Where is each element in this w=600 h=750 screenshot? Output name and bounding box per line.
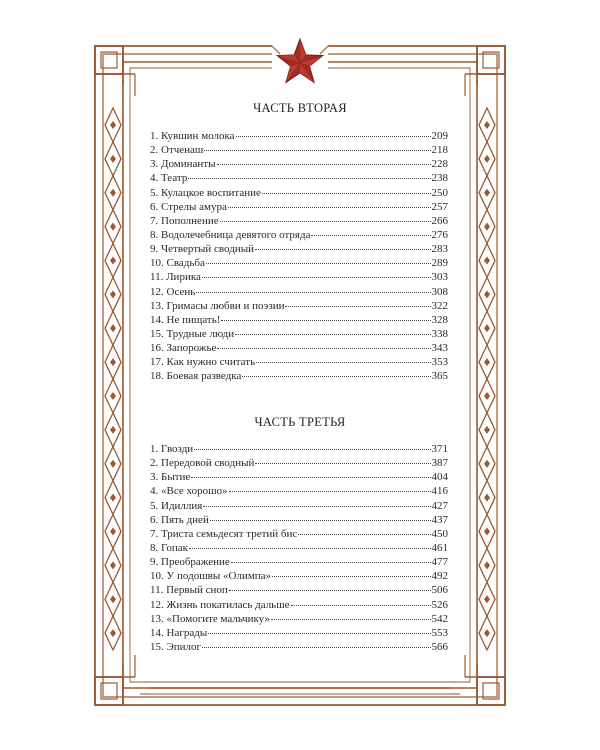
toc-entry-title: 7. Пополнение	[150, 214, 219, 227]
dot-leader	[298, 533, 430, 535]
toc-entry-page: 553	[431, 626, 448, 639]
dot-leader	[242, 375, 430, 377]
toc-entry-page: 209	[431, 130, 448, 142]
part-two-contents-list	[150, 129, 448, 384]
toc-entry	[150, 129, 448, 143]
toc-entry	[150, 569, 448, 583]
dot-leader	[202, 646, 430, 648]
dot-leader	[255, 248, 431, 250]
diamond-dot	[484, 561, 490, 569]
toc-entry-page: 322	[431, 299, 448, 312]
dot-leader	[255, 462, 430, 464]
toc-entry-page: 257	[431, 200, 448, 213]
diamond-dot	[484, 121, 490, 129]
dot-leader	[204, 149, 430, 151]
diamond-dot	[110, 561, 116, 569]
dot-leader	[191, 476, 430, 478]
diamond-dot	[110, 189, 116, 197]
toc-entry-title: 13. «Помогите мальчику»	[150, 612, 270, 625]
toc-entry	[150, 527, 448, 541]
toc-entry-title: 1. Кувшин молока	[150, 130, 235, 142]
diamond-dot	[110, 223, 116, 231]
toc-entry	[150, 143, 448, 157]
dot-leader	[203, 505, 430, 507]
toc-entry-page: 387	[431, 457, 448, 470]
diamond-dot	[110, 324, 116, 332]
part-three-title: ЧАСТЬ ТРЕТЬЯ	[254, 415, 346, 429]
toc-entry-title: 2. Отченаш	[150, 144, 204, 157]
toc-entry-page: 566	[431, 640, 448, 653]
toc-entry-title: 13. Гримасы любви и поэзии	[150, 299, 285, 312]
diamond-dot	[110, 460, 116, 468]
diamond-dot	[484, 256, 490, 264]
dot-leader	[217, 163, 431, 165]
toc-entry	[150, 470, 448, 484]
toc-entry-title: 3. Доминанты	[150, 158, 216, 171]
dot-leader	[285, 305, 430, 307]
toc-entry-page: 542	[431, 612, 448, 625]
diamond-dot	[110, 392, 116, 400]
dot-leader	[229, 589, 431, 591]
toc-entry	[150, 270, 448, 284]
dot-leader	[228, 206, 431, 208]
toc-entry-title: 3. Бытие	[150, 471, 191, 484]
toc-entry-page: 328	[431, 313, 448, 326]
toc-entry-title: 8. Водолечебница девятого отряда	[150, 228, 311, 241]
toc-entry-title: 15. Эпилог	[150, 640, 202, 653]
toc-entry-title: 1. Гвозди	[150, 443, 194, 455]
toc-entry-page: 266	[431, 214, 448, 227]
dot-leader	[194, 448, 430, 450]
diamond-dot	[484, 290, 490, 298]
toc-entry-page: 289	[431, 257, 448, 270]
diamond-dot	[484, 494, 490, 502]
diamond-dot	[110, 527, 116, 535]
toc-entry-page: 437	[431, 513, 448, 526]
toc-entry-page: 308	[431, 285, 448, 298]
dot-leader	[256, 361, 430, 363]
toc-entry-title: 11. Первый сноп	[150, 584, 228, 597]
toc-entry-page: 477	[431, 556, 448, 569]
toc-entry	[150, 228, 448, 242]
toc-entry-page: 371	[431, 443, 448, 455]
toc-entry-title: 12. Жизнь покатилась дальше	[150, 598, 290, 611]
toc-entry	[150, 513, 448, 527]
toc-entry-title: 16. Запорожье	[150, 342, 217, 355]
toc-entry-title: 2. Передовой сводный	[150, 457, 255, 470]
toc-entry-page: 353	[431, 356, 448, 369]
toc-entry-page: 338	[431, 327, 448, 340]
diamond-dot	[484, 629, 490, 637]
toc-entry-title: 12. Осень	[150, 285, 196, 298]
dot-leader	[202, 276, 431, 278]
dot-leader	[229, 490, 431, 492]
toc-entry	[150, 640, 448, 654]
dot-leader	[221, 319, 430, 321]
toc-entry	[150, 186, 448, 200]
toc-entry-page: 416	[431, 485, 448, 498]
toc-entry-title: 10. У подошвы «Олимпа»	[150, 570, 272, 583]
dot-leader	[188, 177, 430, 179]
toc-entry-title: 17. Как нужно считать	[150, 356, 256, 369]
toc-entry-title: 18. Боевая разведка	[150, 370, 242, 383]
diamond-dot	[110, 121, 116, 129]
toc-entry	[150, 355, 448, 369]
toc-entry	[150, 484, 448, 498]
toc-entry	[150, 541, 448, 555]
toc-entry-page: 427	[431, 499, 448, 512]
diamond-dot	[484, 460, 490, 468]
dot-leader	[196, 291, 430, 293]
toc-entry	[150, 313, 448, 327]
toc-entry-page: 365	[431, 370, 448, 383]
diamond-dot	[484, 527, 490, 535]
toc-entry	[150, 598, 448, 612]
toc-entry-title: 10. Свадьба	[150, 257, 205, 270]
toc-entry-title: 6. Пять дней	[150, 513, 209, 526]
toc-entry	[150, 369, 448, 383]
toc-entry-page: 218	[431, 144, 448, 157]
diamond-dot	[484, 426, 490, 434]
dot-leader	[210, 519, 431, 521]
toc-entry-title: 14. Награды	[150, 626, 208, 639]
toc-entry	[150, 499, 448, 513]
toc-entry-page: 303	[431, 271, 448, 284]
toc-entry	[150, 456, 448, 470]
toc-entry	[150, 171, 448, 185]
dot-leader	[189, 547, 430, 549]
diamond-dot	[484, 392, 490, 400]
diamond-dot	[484, 223, 490, 231]
toc-entry-page: 238	[431, 172, 448, 185]
dot-leader	[272, 575, 430, 577]
diamond-dot	[110, 595, 116, 603]
diamond-dot	[110, 155, 116, 163]
toc-entry-title: 5. Кулацкое воспитание	[150, 186, 261, 199]
toc-entry	[150, 327, 448, 341]
toc-entry-title: 5. Идиллия	[150, 499, 203, 512]
toc-entry-title: 8. Гопак	[150, 541, 189, 554]
diamond-dot	[484, 189, 490, 197]
dot-leader	[262, 192, 431, 194]
toc-entry	[150, 242, 448, 256]
diamond-dot	[484, 595, 490, 603]
dot-leader	[236, 135, 431, 137]
toc-entry-page: 526	[431, 598, 448, 611]
toc-entry-title: 4. «Все хорошо»	[150, 485, 228, 498]
toc-entry	[150, 214, 448, 228]
diamond-dot	[110, 290, 116, 298]
part-two-title: ЧАСТЬ ВТОРАЯ	[253, 101, 347, 115]
toc-entry	[150, 626, 448, 640]
toc-entry-page: 228	[431, 158, 448, 171]
dot-leader	[271, 618, 431, 620]
diamond-dot	[484, 358, 490, 366]
dot-leader	[220, 220, 431, 222]
diamond-dot	[110, 494, 116, 502]
toc-entry	[150, 200, 448, 214]
toc-entry-page: 492	[431, 570, 448, 583]
toc-entry-title: 11. Лирика	[150, 271, 201, 284]
dot-leader	[311, 234, 430, 236]
toc-entry	[150, 442, 448, 456]
toc-entry	[150, 555, 448, 569]
part-three-contents-list	[150, 442, 448, 654]
dot-leader	[208, 632, 430, 634]
dot-leader	[206, 262, 431, 264]
toc-entry-page: 343	[431, 342, 448, 355]
toc-entry-title: 15. Трудные люди	[150, 327, 235, 340]
diamond-dot	[110, 426, 116, 434]
toc-entry-title: 14. Не пищать!	[150, 313, 221, 326]
diamond-dot	[484, 155, 490, 163]
dot-leader	[235, 333, 430, 335]
diamond-dot	[110, 256, 116, 264]
toc-entry-page: 450	[431, 527, 448, 540]
toc-entry	[150, 341, 448, 355]
toc-entry-title: 9. Преображение	[150, 556, 230, 569]
toc-entry-title: 7. Триста семьдесят третий бис	[150, 527, 298, 540]
dot-leader	[291, 604, 431, 606]
toc-entry-page: 283	[431, 243, 448, 256]
toc-entry	[150, 299, 448, 313]
toc-entry-page: 461	[431, 541, 448, 554]
toc-entry-page: 250	[431, 186, 448, 199]
toc-entry	[150, 583, 448, 597]
toc-entry-page: 404	[431, 471, 448, 484]
diamond-dot	[110, 358, 116, 366]
diamond-dot	[110, 629, 116, 637]
dot-leader	[231, 561, 431, 563]
toc-entry	[150, 285, 448, 299]
toc-entry	[150, 256, 448, 270]
toc-entry-page: 276	[431, 228, 448, 241]
dot-leader	[217, 347, 430, 349]
diamond-dot	[484, 324, 490, 332]
toc-entry-page: 506	[431, 584, 448, 597]
toc-entry-title: 6. Стрелы амура	[150, 200, 227, 213]
toc-entry	[150, 157, 448, 171]
toc-entry-title: 4. Театр	[150, 172, 188, 185]
toc-entry-title: 9. Четвертый сводный	[150, 243, 254, 256]
toc-entry	[150, 612, 448, 626]
